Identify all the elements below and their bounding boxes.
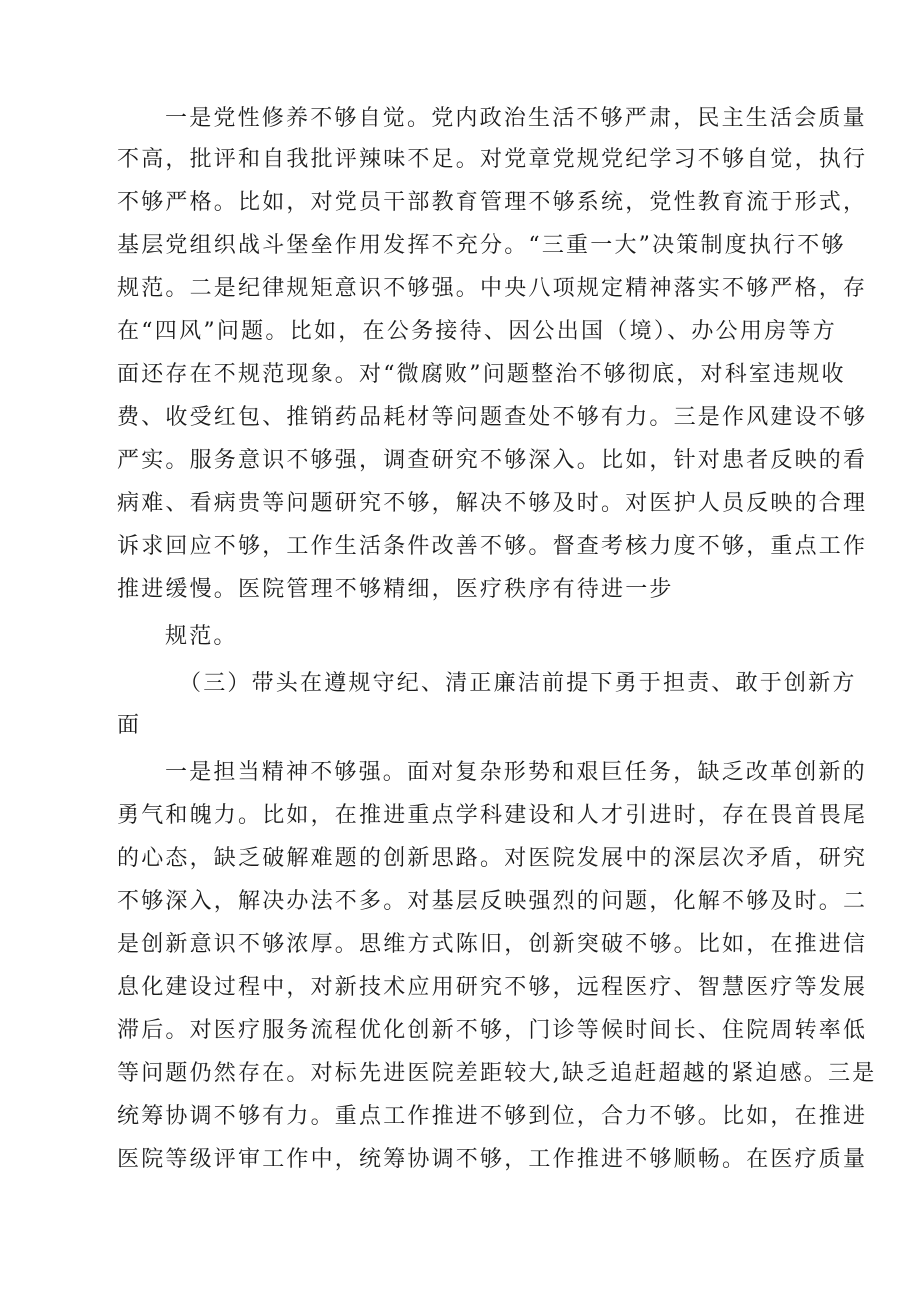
paragraph-line: 勇气和魄力。比如，在推进重点学科建设和人才引进时，存在畏首畏尾 — [117, 803, 868, 828]
paragraph-line: 严实。服务意识不够强，调查研究不够深入。比如，针对患者反映的看 — [117, 448, 868, 473]
paragraph-line: 诉求回应不够，工作生活条件改善不够。督查考核力度不够，重点工作 — [117, 534, 868, 559]
paragraph-line: 不高，批评和自我批评辣味不足。对党章党规党纪学习不够自觉，执行 — [117, 147, 868, 172]
paragraph-line: 不够严格。比如，对党员干部教育管理不够系统，党性教育流于形式， — [117, 190, 868, 215]
paragraph-line: 滞后。对医疗服务流程优化创新不够，门诊等候时间长、住院周转率低 — [117, 1018, 868, 1043]
paragraph-line: 等问题仍然存在。对标先进医院差距较大,缺乏追赶超越的紧迫感。三是 — [117, 1061, 877, 1086]
section-heading-line: （三）带头在遵规守纪、清正廉洁前提下勇于担责、敢于创新方 — [179, 671, 857, 696]
paragraph-line: 在“四风”问题。比如，在公务接待、因公出国（境）、办公用房等方 — [117, 319, 837, 344]
section-heading-line: 面 — [117, 713, 142, 738]
paragraph-line-tail: 规范。 — [165, 624, 238, 649]
paragraph-line: 统筹协调不够有力。重点工作推进不够到位，合力不够。比如，在推进 — [117, 1104, 868, 1129]
paragraph-line: 一是党性修养不够自觉。党内政治生活不够严肃，民主生活会质量 — [165, 106, 867, 131]
paragraph-line: 不够深入，解决办法不多。对基层反映强烈的问题，化解不够及时。二 — [117, 889, 868, 914]
paragraph-line: 一是担当精神不够强。面对复杂形势和艰巨任务，缺乏改革创新的 — [165, 760, 867, 785]
paragraph-line: 是创新意识不够浓厚。思维方式陈旧，创新突破不够。比如，在推进信 — [117, 932, 868, 957]
paragraph-line: 推进缓慢。医院管理不够精细，医疗秩序有待进一步 — [117, 577, 674, 602]
paragraph-line: 医院等级评审工作中，统筹协调不够，工作推进不够顺畅。在医疗质量 — [117, 1147, 868, 1172]
paragraph-line: 面还存在不规范现象。对“微腐败”问题整治不够彻底，对科室违规收 — [117, 362, 846, 387]
paragraph-line: 息化建设过程中，对新技术应用研究不够，远程医疗、智慧医疗等发展 — [117, 975, 868, 1000]
paragraph-line: 基层党组织战斗堡垒作用发挥不充分。“三重一大”决策制度执行不够 — [117, 233, 846, 258]
paragraph-line: 规范。二是纪律规矩意识不够强。中央八项规定精神落实不够严格，存 — [117, 276, 868, 301]
paragraph-line: 的心态，缺乏破解难题的创新思路。对医院发展中的深层次矛盾，研究 — [117, 846, 868, 871]
paragraph-line: 病难、看病贵等问题研究不够，解决不够及时。对医护人员反映的合理 — [117, 491, 868, 516]
paragraph-line: 费、收受红包、推销药品耗材等问题查处不够有力。三是作风建设不够 — [117, 405, 868, 430]
